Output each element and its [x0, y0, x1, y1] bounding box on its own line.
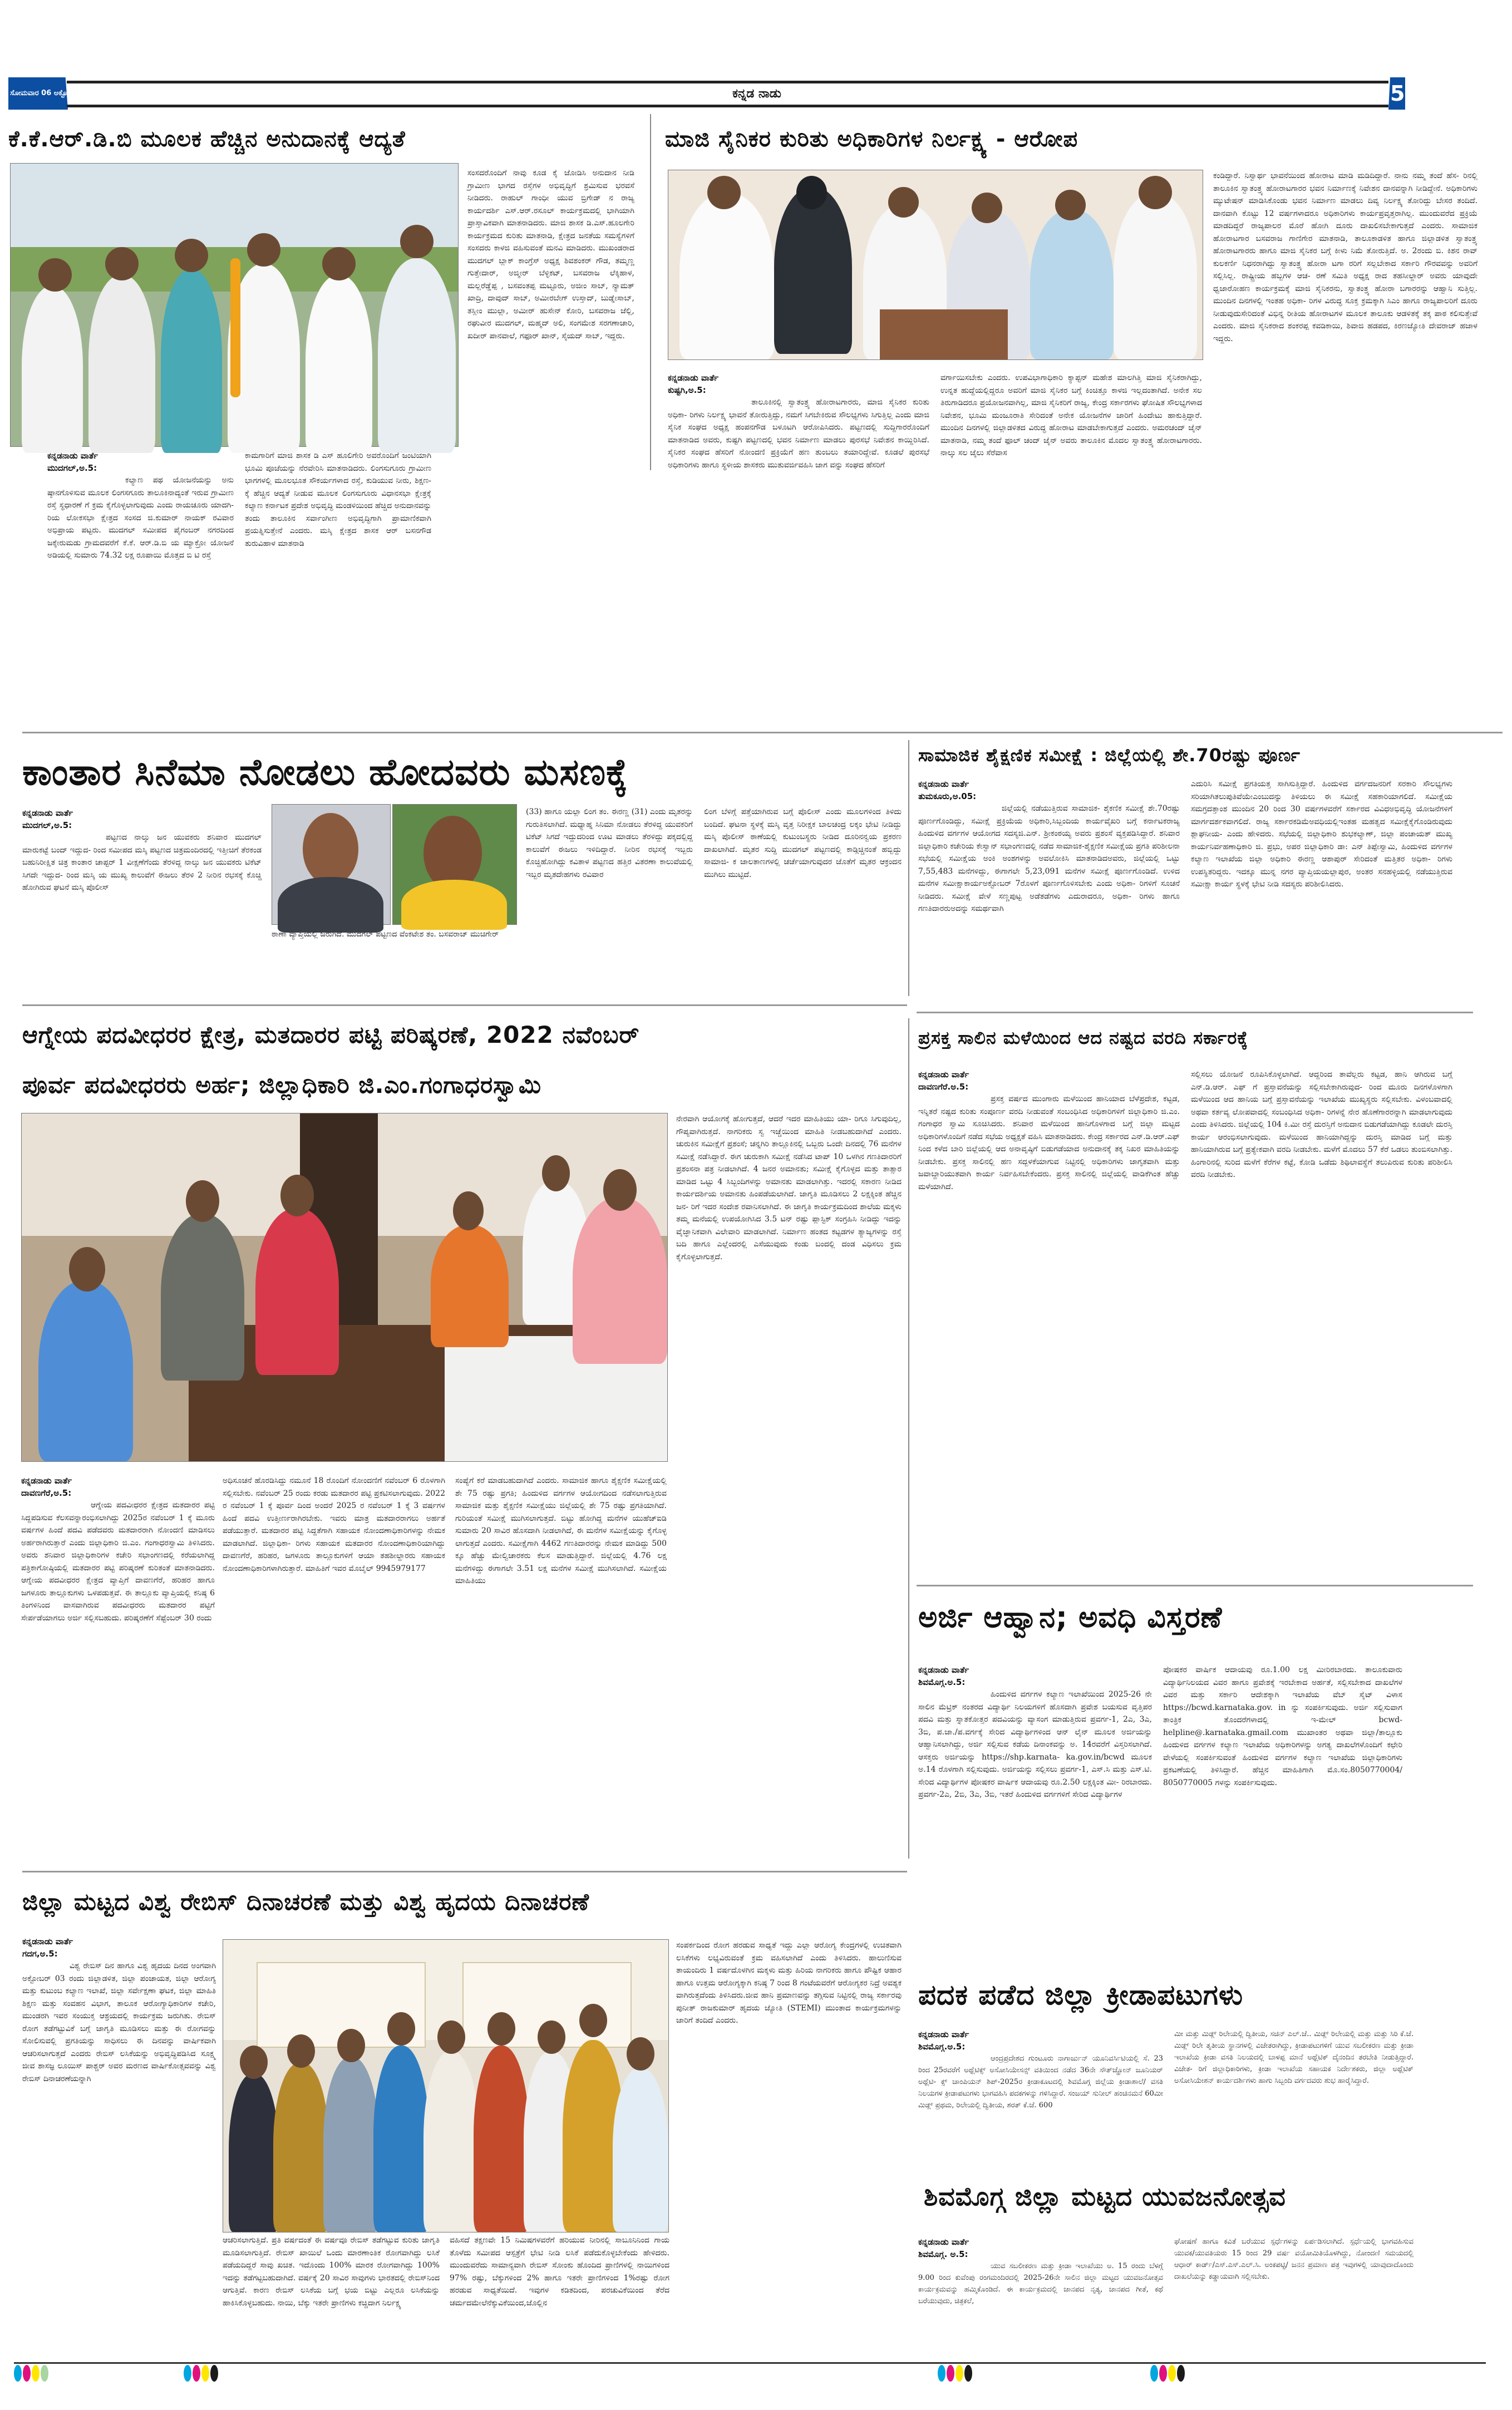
byline-kantara: ಕನ್ನಡನಾಡು ವಾರ್ತೆ [22, 808, 73, 818]
dateline-kantara: ಮುದಗಲ್,ಅ.5: [22, 820, 72, 830]
body-application-col1: ಹಿಂದುಳಿದ ವರ್ಗಗಳ ಕಲ್ಯಾಣ ಇಲಾಖೆಯಿಂದ 2025-26 ನೇ ಸಾಲಿನ ಮೆಟ್ರಿಕ್ ನಂತರದ ವಿದ್ಯಾರ್ಥಿ ನಿಲಯಗಳಿಗೆ ಹೊಸದಾಗಿ ಪ್ರವೇಶ ಬಯಸುವ ವೃತ್ತಿಪರ ಪದವಿ ಮತ್ತು ಸ್ನಾತಕೋತ್ತರ ಪದವಿಯನ್ನು ವ್ಯಾಸಂಗ ಮಾಡುತ್ತಿರುವ ಪ್ರವರ್ಗ-1, 2ಎ, 3ಎ, 3ಬಿ, ಪ.ಜಾ./ಪ.ವರ್ಗಕ್ಕೆ ಸೇರಿದ ವಿದ್ಯಾರ್ಥಿಗಳಿಂದ ಆನ್ ಲೈನ್ ಮೂಲಕ ಅರ್ಜಿಯನ್ನು ಆಹ್ವಾನಿಸಲಾಗಿದ್ದು, ಅರ್ಜಿ ಸಲ್ಲಿಸುವ ಕಡೆಯ ದಿನಾಂಕವನ್ನು ಅ. 14ರವರೆಗೆ ವಿಸ್ತರಿಸಲಾಗಿದೆ. ಆಸಕ್ತರು ಅರ್ಜಿಯನ್ನು https://shp.karnata- ka.gov.in/bcwd ಮೂಲಕ ಅ.14 ರೊಳಗಾಗಿ ಸಲ್ಲಿಸುವುದು. ಅರ್ಜಿಯನ್ನು ಸಲ್ಲಿಸಲು ಪ್ರವರ್ಗ-1, ಎಸ್.ಸಿ ಮತ್ತು ಎಸ್.ಟಿ. ಸೇರಿದ ವಿದ್ಯಾರ್ಥಿಗಳ ಪೋಷಕರ ವಾರ್ಷಿಕ ಆದಾಯವು ರೂ.2.50 ಲಕ್ಷಕ್ಕಿಂತ ಮೀ- ರಿರಬಾರದು. ಪ್ರವರ್ಗ-2ಎ, 2ಬಿ, 3ಎ, 3ಬಿ, ಇತರೆ ಹಿಂದುಳಿದ ವರ್ಗಗಳಿಗೆ ಸೇರಿದ ವಿದ್ಯಾರ್ಥಿಗಳ [918, 1690, 1152, 1799]
headline-youthfest: ಶಿವಮೊಗ್ಗ ಜಿಲ್ಲಾ ಮಟ್ಟದ ಯುವಜನೋತ್ಸವ [924, 2181, 1286, 2211]
byline-soldiers: ಕನ್ನಡನಾಡು ವಾರ್ತೆ [668, 373, 719, 383]
byline-rabies: ಕನ್ನಡನಾಡು ವಾರ್ತೆ [22, 1936, 73, 1946]
photo-kkrdb-ceremony [10, 163, 459, 447]
byline-survey: ಕನ್ನಡನಾಡು ವಾರ್ತೆ [918, 779, 969, 789]
magenta-dot [1159, 2365, 1167, 2382]
magenta-dot [193, 2365, 200, 2382]
body-soldiers-col1: ತಾಲೂಕಿನಲ್ಲಿ ಸ್ವಾತಂತ್ರ್ಯ ಹೋರಾಟಗಾರರು, ಮಾಜಿ ಸೈನಿಕರ ಕುರಿತು ಅಧಿಕಾ- ರಿಗಳು ನಿರ್ಲಕ್ಷ್ಯ ಭಾವನೆ ತೋರುತ್ತಿದ್ದು, ನಮಗೆ ಸಿಗಬೇಕಿರುವ ಸೌಲಭ್ಯಗಳು ಸಿಗುತ್ತಿಲ್ಲ ಎಂದು ಮಾಜಿ ಸೈನಿಕ ಸಂಘದ ಅಧ್ಯಕ್ಷ ಹಂಪನಗೌಡ ಬಳೂಟಗಿ ಆರೋಪಿಸಿದರು. ಪಟ್ಟಣದಲ್ಲಿ ಸುದ್ದಿಗಾರರೊಂದಿಗೆ ಮಾತನಾಡಿದ ಅವರು, ಕುಷ್ಟಗಿ ಪಟ್ಟಣದಲ್ಲಿ ಭವನ ನಿರ್ಮಾಣ ಮಾಡಲು ಪುರಸಭೆ ನಿವೇಶನ ಕಾಯ್ದಿರಿಸಿದೆ. ಸೈನಿಕರ ಸಂಘದ ಹೆಸರಿಗೆ ನೋಂದಣಿ ಪ್ರಕ್ರಿಯೆಗೆ ಹಣ ತುಂಬಲು ತಯಾರಿದ್ದೇವೆ. ಕೂಡಲೆ ಪುರಸಭೆ ಅಧಿಕಾರಿಗಳು ಹಾಗೂ ಸ್ಥಳೀಯ ಶಾಸಕರು ಮುತುವರ್ಜಿವಹಿಸಿ ಜಾಗ ವನ್ನು ಸಂಘದ ಹೆಸರಿಗೆ [668, 398, 929, 470]
body-rabies-col1: ವಿಶ್ವ ರೇಬಿಸ್ ದಿನ ಹಾಗೂ ವಿಶ್ವ ಹೃದಯ ದಿನದ ಅಂಗವಾಗಿ ಅಕ್ಟೋಬರ್ 03 ರಂದು ಜಿಲ್ಲಾಡಳಿತ, ಜಿಲ್ಲಾ ಪಂಚಾಯತ, ಜಿಲ್ಲಾ ಆರೋಗ್ಯ ಮತ್ತು ಕುಟುಂಬ ಕಲ್ಯಾಣ ಇಲಾಖೆ, ಜಿಲ್ಲಾ ಸರ್ವೇಕ್ಷಣಾ ಘಟಕ, ಜಿಲ್ಲಾ ಮಾಹಿತಿ ಶಿಕ್ಷಣ ಮತ್ತು ಸಂವಹನ ವಿಭಾಗ, ತಾಲೂಕ ಆರೋಗ್ಯಾಧಿಕಾರಿಗಳ ಕಚೇರಿ, ಮುಂಡರಗಿ ಇವರ ಸಂಯುಕ್ತ ಆಶ್ರಯದಲ್ಲಿ ಕಾರ್ಯಕ್ರಮ ಜರುಗಿತು. ರೇಬಿಸ್ ರೋಗ ತಡೆಗಟ್ಟುವಿಕೆ ಬಗ್ಗೆ ಜಾಗೃತಿ ಮೂಡಿಸಲು ಮತ್ತು ಈ ರೋಗವನ್ನು ಸೋಲಿಸುವಲ್ಲಿ ಪ್ರಗತಿಯನ್ನು ಸಾಧಿಸಲು ಈ ದಿನವನ್ನು ವಾರ್ಷಿಕವಾಗಿ ಆಚರಿಸಲಾಗುತ್ತದೆ ಎಂದರು ರೇಬಿಸ್ ಲಸಿಕೆಯನ್ನು ಅಭಿವೃದ್ಧಿಪಡಿಸಿದ ಸೂಕ್ಷ್ಮ ಜೀವ ಶಾಸಜ್ಞ ಲೂಯಿಸ್ ಪಾಶ್ಚರ್ ಅವರ ಮರಣದ ವಾರ್ಷಿಕೋತ್ಸವವನ್ನು ವಿಶ್ವ ರೇಬಿಸ್ ದಿನಾಚರಣೆಯನ್ನಾಗಿ [22, 1961, 216, 2083]
body-soldiers-col3: ಕಂಡಿದ್ದಾರೆ. ನಿಸ್ವಾರ್ಥ ಭಾವನೆಯಿಂದ ಹೋರಾಟ ಮಾಡಿ ಮಡಿದಿದ್ದಾರೆ. ನಾನು ನಮ್ಮ ತಂದೆ ಹೆಸ- ರಿನಲ್ಲಿ ತಾಲೂಕಿನ ಸ್ವಾತಂತ್ರ್ಯ ಹೋರಾಟಗಾರರ ಭವನ ನಿರ್ಮಾಣಕ್ಕೆ ನಿವೇಶನ ದಾನವನ್ನಾಗಿ ನೀಡಿದ್ದೇನೆ. ಅಧಿಕಾರಿಗಳು ಮ್ಯುಟೇಷನ್ ಮಾಡಿಸಿಕೊಂಡು ಭವನ ನಿರ್ಮಾಣ ಮಾಡಲು ದಿವ್ಯ ನಿರ್ಲಕ್ಷ್ಯ ತೋರಿದ್ದು ಬೇಸರ ತಂದಿದೆ. ದಾನವಾಗಿ ಕೊಟ್ಟು 12 ವರ್ಷಗಳಾದರೂ ಅಧಿಕಾರಿಗಳು ಕಾರ್ಯಪ್ರವೃತ್ತರಾಗಿಲ್ಲ. ಮುಂದುವರೆದ ಪ್ರಕ್ರಿಯೆ ಮಾಡದಿದ್ದರೆ ರಾಜ್ಯಪಾಲರ ಮೊರೆ ಹೋಗಿ ದೂರು ದಾಖಲಿಸಬೇಕಾಗುತ್ತದೆ ಎಂದರು. ಸಾಮಾಜಿಕ ಹೋರಾಟಗಾರ ಬಸವರಾಜ ಗಾಣಿಗೇರ ಮಾತನಾಡಿ, ತಾಲೂಕಾಡಳಿತ ಹಾಗೂ ಜಿಲ್ಲಾಡಳಿತ ಸ್ವಾತಂತ್ರ್ಯ ಹೋರಾಟಗಾರರು ಹಾಗೂ ಮಾಜಿ ಸೈನಿಕರ ಬಗ್ಗೆ ಕೀಳು ನಿಮೆ ತೋರುತ್ತಿದೆ. ಅ. 2ರಂದು ಬಿ. ಕಿಶನ ರಾವ್ ಕುಲಕರ್ಣಿ ನಿಧನರಾಗಿದ್ದು ಸ್ವಾತಂತ್ರ್ಯ ಹೋರಾ ಟಗಾ ರರಿಗೆ ಸಲ್ಲಬೇಕಾದ ಸರ್ಕಾರಿ ಗೌರವವನ್ನು ಅವರಿಗೆ ಸಲ್ಲಿಸಿಲ್ಲ. ರಾಷ್ಟ್ರೀಯ ಹಬ್ಬಗಳ ಆಚ- ರಣೆ ಸಮಿತಿ ಅಧ್ಯಕ್ಷ ರಾದ ತಹಸೀಲ್ದಾರ್ ಅವರು ಯಾವುದೇ ಧ್ವಜಾರೋಹಣ ಕಾರ್ಯಕ್ರಮಕ್ಕೆ ಮಾಜಿ ಸೈನಿಕರನು, ಸ್ವಾತಂತ್ರ್ಯ ಹೋರಾ ಬಗಾರರನ್ನು ಆಹ್ವಾನಿ ಸುತ್ತಿಲ್ಲ. ಮುಂದಿನ ದಿನಗಳಲ್ಲಿ ಇಂತಹ ಅಧಿಕಾ- ರಿಗಳ ವಿರುದ್ಧ ಸೂಕ್ತ ಕ್ರಮಕ್ಕಾಗಿ ಸಿಎಂ ಹಾಗೂ ರಾಜ್ಯಪಾಲರಿಗೆ ದೂರು ನೀಡುವುದುಸೇರಿದಂತೆ ವಿಭಿನ್ನ ರೀತಿಯ ಹೋರಾಟಗಳ ಮೂಲಕ ತಾಲೂಕು ಆಡಳಿತಕ್ಕೆ ತಕ್ಕ ಪಾಠ ಕಲಿಸುತ್ತೇವೆ ಎಂದರು. ಮಾಜಿ ಸೈನಿಕರಾದ ಶಂಕರಪ್ಪ ಕವಡಿಕಾಯಿ, ಶಿವಾಜಿ ಹಡಪದ, ಕಿರಣಜ್ಯೋತಿ ದೇವರಾಜ್ ಹಜಾಳ ಇದ್ದರು. [1213, 171, 1477, 343]
yellow-dot [956, 2365, 963, 2382]
headline-medals: ಪದಕ ಪಡೆದ ಜಿಲ್ಲಾ ಕ್ರೀಡಾಪಟುಗಳು [918, 1979, 1243, 2011]
body-kkrdb-col3: ಸಂಸದರೊಂದಿಗೆ ನಾವು ಕೂಡ ಕೈ ಜೋಡಿಸಿ ಅನುದಾನ ನೀಡಿ ಗ್ರಾಮೀಣ ಭಾಗದ ರಸ್ತೆಗಳ ಅಭಿವೃದ್ಧಿಗೆ ಶ್ರಮಿಸುವ ಭರವಸೆ ನೀಡಿದರು. ರಾಹುಲ್ ಗಾಂಧೀ ಯುವ ಬ್ರಿಗೇಡ್ ನ ರಾಜ್ಯ ಕಾರ್ಯದರ್ಶಿ ಎಸ್.ಆರ್.ರಸೂಲ್ ಕಾರ್ಯಕ್ರಮದಲ್ಲಿ ಭಾಗಿಯಾಗಿ ಪ್ರಾಸ್ತಾವಿಕವಾಗಿ ಮಾತನಾಡಿದರು. ಮಾಜಿ ಶಾಸಕ ಡಿ.ಎಸ್.ಹೂಲಗೇರಿ ಕಾರ್ಯಕ್ರಮದ ಕುರಿತು ಮಾತನಾಡಿ, ಕ್ಷೇತ್ರದ ಜನತೆಯ ಸಮಸ್ಯೆಗಳಿಗೆ ಸಂಸದರು ಕಾಳಜಿ ವಹಿಸುವಂತೆ ಮನವಿ ಮಾಡಿದರು. ಮುಖಂಡರಾದ ಮುದಗಲ್ ಬ್ಲಾಕ್ ಕಾಂಗ್ರೆಸ್ ಅಧ್ಯಕ್ಷ ಶಿವಶಂಕರ್ ಗೌಡ, ತಮ್ಮಣ್ಣ ಗುತ್ತೇದಾರ್, ಅಜ್ಮೀರ್ ಬೆಳ್ಳಿಕಟ್, ಬಸವರಾಜ ಲೆಕ್ಕಿಹಾಳ, ಮಲ್ಲರೆಡ್ಡೆಪ್ಪ , ಬಸವಂತಪ್ಪ ಮಟ್ಟೂರು, ಅಜೀಂ ಸಾಬ್, ನ್ಯಾಮತ್ ಖಾದ್ರಿ, ದಾವುದ್ ಸಾಬ್, ಅಮೀರಬೇಗ್ ಉಸ್ತಾದ್, ಬುಡ್ನೇಸಾಬ್, ತಸ್ಲೀಂ ಮುಲ್ಲಾ, ಅಮೀರ್ ಹುಸೇನ್ ಕೋರಿ, ಬಸವರಾಜ ಜೆಲ್ಲಿ, ರಘುವೀರ ಮುದಗಲ್, ಮಹ್ಮದ್ ಅಲಿ, ಸಂಗಮೇಶ ಸರಗಣಾಚಾರಿ, ಖದೀರ್ ಪಾನವಾಲೆ, ಗಫೂರ್ ಖಾನ್, ಸೈಯದ್ ಸಾಬ್, ಇದ್ದರು. [467, 169, 634, 341]
cyan-dot [938, 2365, 945, 2382]
green-dot [41, 2365, 48, 2382]
body-graduates-col2: ಅಧಿಸೂಚನೆ ಹೊರಡಿಸಿದ್ದು ನಮೂನೆ 18 ರೊಂದಿಗೆ ನೋಂದಣಿಗೆ ನವೆಂಬರ್ 6 ರೊಳಗಾಗಿ ಸಲ್ಲಿಸಬೇಕು. ನವೆಂಬರ್ 25 ರಂದು ಕರಡು ಮತದಾರರ ಪಟ್ಟಿ ಪ್ರಕಟಿಸಲಾಗುವುದು. 2022 ರ ನವೆಂಬರ್ 1 ಕ್ಕೆ ಪೂರ್ವ ದಿಂದ ಅಂದರೆ 2025 ರ ನವೆಂಬರ್ 1 ಕ್ಕೆ 3 ವರ್ಷಗಳ ಹಿಂದೆ ಪದವಿ ಉತ್ತೀರ್ಣರಾಗಿರಬೇಕು. ಇವರು ಮಾತ್ರ ಮತದಾರರಾಗಲು ಅರ್ಹತೆ ಪಡೆಯುತ್ತಾರೆ. ಮತದಾರರ ಪಟ್ಟಿ ಸಿದ್ದತೆಗಾಗಿ ಸಹಾಯಕ ನೋಂದಣಾಧಿಕಾರಿಗಳನ್ನು ನೇಮಕ ಮಾಡಲಾಗಿದೆ. ಜಿಲ್ಲಾಧಿಕಾ- ರಿಗಳು ಸಹಾಯಕ ಮತದಾರರ ನೋಂದಣಾಧಿಕಾರಿಯಾಗಿದ್ದು ದಾವಣಗೆರೆ, ಹರಿಹರ, ಜಗಳೂರು ತಾಲ್ಲೂಕುಗಳಿಗೆ ಆಯಾ ತಹಶೀಲ್ದಾರರು ಸಹಾಯಕ ನೋಂದಣಾಧಿಕಾರಿಗಳಾಗಿರುತ್ತಾರೆ. ಮಾಹಿತಿಗೆ ಇವರ ಮೊಬೈಲ್ 9945979177 [223, 1476, 445, 1573]
headline-rain: ಪ್ರಸಕ್ತ ಸಾಲಿನ ಮಳೆಯಿಂದ ಆದ ನಷ್ಟದ ವರದಿ ಸರ್ಕಾರಕ್ಕೆ [918, 1027, 1249, 1048]
body-kantara-col2: ಠಾಣಾ ವ್ಯಾಪ್ತಿಯಲ್ಲಿ ಜರುಗಿದೆ. ಮುದಗಲ್ ಪಟ್ಟಣದ ವೆಂಕಟೇಶ ತಂ. ಬಸವರಾಜ್ ಮುಚಿಗೇರ್ [272, 930, 499, 939]
black-dot [1177, 2365, 1185, 2382]
dateline-rain: ದಾವಣಗೆರೆ.ಅ.5: [918, 1082, 969, 1092]
byline-application: ಕನ್ನಡನಾಡು ವಾರ್ತೆ [918, 1665, 969, 1675]
body-application-col2: ಪೋಷಕರ ವಾರ್ಷಿಕ ಆದಾಯವು ರೂ.1.00 ಲಕ್ಷ ಮೀರಿರಬಾರದು. ತಾಲೂಕುವಾರು ವಿದ್ಯಾರ್ಥಿನಿಲಯದ ವಿವರ ಹಾಗೂ ಪ್ರವೇಶಕ್ಕೆ ಇರಬೇಕಾದ ಅರ್ಹತೆ, ಸಲ್ಲಿಸಬೇಕಾದ ದಾಖಲೆಗಳ ವಿವರ ಮತ್ತು ಸರ್ಕಾರಿ ಆದೇಶಕ್ಕಾಗಿ ಇಲಾಖೆಯ ವೆಬ್ ಸೈಟ್ ವಿಳಾಸ https://bcwd.karnataka.gov. in ನ್ನು ಸಂಪರ್ಕಿಸುವುದು. ಅರ್ಜಿ ಸಲ್ಲಿಸುವಾಗ ತಾಂತ್ರಿಕ ತೊಂದರೆಗಳಾದಲ್ಲಿ ಇ-ಮೇಲ್ bcwd- helpline@.karnataka.gmail.com ಮುಖಾಂತರ ಅಥವಾ ಜಿಲ್ಲಾ/ತಾಲ್ಲೂಕು ಹಿಂದುಳಿದ ವರ್ಗಗಳ ಕಲ್ಯಾಣ ಇಲಾಖೆಯ ಅಧಿಕಾರಿಗಳನ್ನು ಅಗತ್ಯ ದಾಖಲೆಗಳೊಂದಿಗೆ ಕಛೇರಿ ವೇಳೆಯಲ್ಲಿ ಸಂಪರ್ಕಿಸುವಂತೆ ಹಿಂದುಳಿದ ವರ್ಗಗಳ ಕಲ್ಯಾಣ ಇಲಾಖೆಯ ಜಿಲ್ಲಾಧಿಕಾರಿಗಳು ಪ್ರಕಟಣೆಯಲ್ಲಿ ತಿಳಿಸಿದ್ದಾರೆ. ಹೆಚ್ಚಿನ ಮಾಹಿತಿಗಾಗಿ ಮೊ.ಸಂ.8050770004/ 8050770005 ಗಳನ್ನು ಸಂಪರ್ಕಿಸುವುದು. [1163, 1665, 1402, 1787]
body-graduates-col4: ನೇರವಾಗಿ ಆಯೋಗಕ್ಕೆ ಹೋಗುತ್ತದೆ, ಆದರೆ ಇದರ ಮಾಹಿತಿಯು ಯಾ- ರಿಗೂ ಸಿಗುವುದಿಲ್ಲ, ಗೌಪ್ಯವಾಗಿರುತ್ತದೆ. ನಾಗರಿಕರು ಸ್ವ ಇಚ್ಚೆಯಿಂದ ಮಾಹಿತಿ ನೀಡಬಹುದಾಗಿದೆ ಎಂದರು. ಚುರುಕಿನ ಸಮೀಕ್ಷೆಗೆ ಪ್ರಶಂಸೆ; ಚನ್ನಗಿರಿ ತಾಲ್ಲೂಕಿನಲ್ಲಿ ಒಬ್ಬರು ಒಂದೇ ದಿನದಲ್ಲಿ 76 ಮನೆಗಳ ಸಮೀಕ್ಷೆ ನಡೆಸಿದ್ದಾರೆ. ಈಗ ಚುರುಕಾಗಿ ಸಮೀಕ್ಷೆ ನಡೆಸಿದ ಟಾಪ್ 10 ಒಳಗಿನ ಗಣತಿದಾರರಿಗೆ ಪ್ರಶಂಸನಾ ಪತ್ರ ನೀಡಲಾಗಿದೆ. 4 ಜನರ ಅಮಾನತು; ಸಮೀಕ್ಷೆ ಕೈಗೊಳ್ಳದ ಮತ್ತು ತಾತ್ಸಾರ ಮಾಡಿದ ಒಟ್ಟು 4 ಸಿಬ್ಬಂದಿಗಳನ್ನು ಅಮಾನತು ಮಾಡಲಾಗಿತ್ತು. ಇದರಲ್ಲಿ ಸಕಾರಣ ನೀಡಿದ ಕಾರ್ಯದರ್ಶಿಯ ಅಮಾನತು ಹಿಂಪಡೆಯಲಾಗಿದೆ. ಜಾಗೃತಿ ಮೂಡಿಸಲು 2 ಲಕ್ಷಕ್ಕಿಂತ ಹೆಚ್ಚಿನ ಜನ- ರಿಗೆ ಇದರ ಸಂದೇಶ ರವಾನಿಸಲಾಗಿದೆ. ಈ ಜಾಗೃತಿ ಕಾರ್ಯಕ್ರಮದಿಂದ ಶಾಲೆಯ ಮಕ್ಕಳು ತಮ್ಮ ಮನೆಯಲ್ಲಿ ಉಪಯೋಗಿಸಿದ 3.5 ಟನ್ ರಷ್ಟು ಪ್ಲಾಸ್ಟಿಕ್ ಸಂಗ್ರಹಿಸಿ ನೀಡಿದ್ದು ಇದನ್ನು ವೈಜ್ಞಾನಿಕವಾಗಿ ವಿಲೇವಾರಿ ಮಾಡಲಾಗಿದೆ. ನಿರ್ಮಾಣ ಹಂತದ ಕಟ್ಟಡಗಳ ತ್ಯಾಜ್ಯಗಳನ್ನು ರಸ್ತೆ ಬದಿ ಹಾಗೂ ಎಲ್ಲೆಂದರಲ್ಲಿ ಎಸೆಯುವುದು ಕಂಡು ಬಂದಲ್ಲಿ ದಂಡ ವಿಧಿಸಲು ಕ್ರಮ ಕೈಗೊಳ್ಳಲಾಗುತ್ತದೆ. [676, 1115, 902, 1261]
body-rabies-col4: ಸಂಪರ್ಕದಿಂದ ರೋಗ ಹರಡುವ ಸಾಧ್ಯತೆ ಇದ್ದು ಎಲ್ಲಾ ಆರೋಗ್ಯ ಕೇಂದ್ರಗಳಲ್ಲಿ ಉಚಿತವಾಗಿ ಲಸಿಕೆಗಳು ಲಭ್ಯವಿರುವಂತೆ ಕ್ರಮ ವಹಿಸಲಾಗಿದೆ ಎಂದು ತಿಳಿಸಿದರು. ಹಾಲುಣಿಸುವ ತಾಯಂದಿರು 1 ವರ್ಷದೊಳಗಿನ ಮಕ್ಕಳು ಮತ್ತು ಹಿರಿಯ ನಾಗರಿಕರು ಹಾಗೂ ಪೌಷ್ಟಿಕ ಆಹಾರ ಹಾಗೂ ಉತ್ತಮ ಆರೋಗ್ಯಕ್ಕಾಗಿ ಕನಿಷ್ಠ 7 ರಿಂದ 8 ಗಂಟೆಯವರೆಗೆ ಆರೋಗ್ಯಕರ ನಿದ್ರೆ ಅವಶ್ಯಕ ವಾಗಿರುತ್ತದೆಂದು ತಿಳಿಸಿದರು.ಜೀವ ಹಾನಿ ಪ್ರಮಾಣವನ್ನು ತಗ್ಗಿಸುವ ನಿಟ್ಟಿನಲ್ಲಿ ರಾಜ್ಯ ಸರ್ಕಾರವು ಪುನೀತ್ ರಾಜಕುಮಾರ್ ಹೃದಯ ಜ್ಯೋತಿ (STEMI) ಮುಂತಾದ ಕಾರ್ಯಕ್ರಮಗಳನ್ನು ಜಾರಿಗೆ ತಂದಿದೆ ಎಂದರು. [676, 1941, 902, 2025]
black-dot [964, 2365, 972, 2382]
body-graduates-col1: ಆಗ್ನೇಯ ಪದವೀಧರರ ಕ್ಷೇತ್ರದ ಮತದಾರರ ಪಟ್ಟಿ ಸಿದ್ದಪಡಿಸುವ ಕೆಲಸವನ್ನಾರಂಭಿಸಲಾಗಿದ್ದು 2025ರ ನವೆಂಬರ್ 1 ಕ್ಕೆ ಮೂರು ವರ್ಷಗಳ ಹಿಂದೆ ಪದವಿ ಪಡೆದವರು ಮತದಾರರಾಗಿ ನೋಂದಣಿ ಮಾಡಿಸಲು ಅರ್ಹರಾಗಿರುತ್ತಾರೆ ಎಂದು ಜಿಲ್ಲಾಧಿಕಾರಿ ಜಿ.ಎಂ. ಗಂಗಾಧರಸ್ವಾಮಿ ತಿಳಿಸಿದರು. ಅವರು ಶನಿವಾರ ಜಿಲ್ಲಾಧಿಕಾರಿಗಳ ಕಚೇರಿ ಸಭಾಂಗಣದಲ್ಲಿ ಕರೆಯಲಾಗಿದ್ದ ಪತ್ರಿಕಾಗೋಷ್ಠಿಯಲ್ಲಿ ಮತದಾರರ ಪಟ್ಟಿ ಪರಿಷ್ಕರಣೆ ಕುರಿತಂತೆ ಮಾತನಾಡಿದರು. ಆಗ್ನೇಯ ಪದವೀಧರರ ಕ್ಷೇತ್ರದ ವ್ಯಾಪ್ತಿಗೆ ದಾವಣಗೆರೆ, ಹರಿಹರ ಹಾಗೂ ಜಗಳೂರು ತಾಲ್ಲೂಕುಗಳು ಒಳಪಡುತ್ತವೆ. ಈ ತಾಲ್ಲೂಕು ವ್ಯಾಪ್ತಿಯಲ್ಲಿ ಕನಿಷ್ಠ 6 ತಿಂಗಳಿನಿಂದ ವಾಸವಾಗಿರುವ ಪದವೀಧರರು ಮತದಾರರ ಪಟ್ಟಿಗೆ ಸೇರ್ಪಡೆಯಾಗಲು ಅರ್ಜಿ ಸಲ್ಲಿಸಬಹುದು. ಪರಿಷ್ಕರಣೆಗೆ ಸೆಪ್ಟೆಂಬರ್ 30 ರಂದು [21, 1501, 215, 1623]
byline-kkrdb: ಕನ್ನಡನಾಡು ವಾರ್ತೆ [47, 451, 98, 461]
dateline-soldiers: ಕುಷ್ಟಗಿ,ಅ.5: [668, 385, 706, 395]
headline-graduates-line1: ಆಗ್ನೇಯ ಪದವೀಧರರ ಕ್ಷೇತ್ರ, ಮತದಾರರ ಪಟ್ಟಿ ಪರಿಷ್ಕರಣೆ, 2022 ನವೆಂಬರ್ [22, 1021, 640, 1048]
dateline-application: ಶಿವಮೊಗ್ಗ.ಅ.5: [918, 1677, 966, 1687]
cyan-dot [14, 2365, 22, 2382]
body-rain-col1: ಪ್ರಸಕ್ತ ವರ್ಷದ ಮುಂಗಾರು ಮಳೆಯಿಂದ ಹಾನಿಯಾದ ಬೆಳೆಪ್ರದೇಶ, ಕಟ್ಟಡ, ಇನ್ನಿತರೆ ನಷ್ಟದ ಕುರಿತು ಸಂಪೂರ್ಣ ವರದಿ ನೀಡುವಂತೆ ಸಂಬಂಧಿಸಿದ ಅಧಿಕಾರಿಗಳಿಗೆ ಜಿಲ್ಲಾಧಿಕಾರಿ ಜಿ.ಎಂ. ಗಂಗಾಧರ ಸ್ವಾಮಿ ಸೂಚಿಸಿದರು. ಶನಿವಾರ ಮಳೆಯಿಂದ ಹಾನಿಗೊಳಗಾದ ಬಗ್ಗೆ ಜಿಲ್ಲಾ ಮಟ್ಟದ ಅಧಿಕಾರಿಗಳೊಂದಿಗೆ ನಡೆದ ಸಭೆಯ ಅಧ್ಯಕ್ಷತೆ ವಹಿಸಿ ಮಾತನಾಡಿದರು. ಕೇಂದ್ರ ಸರ್ಕಾರದ ಎನ್.ಡಿ.ಆರ್.ಎಫ್ ನಿಂದ ಕಳೆದ ಬಾರಿ ಜಿಲ್ಲೆಯಲ್ಲಿ ಆದ ಅನಾವೃಷ್ಠಿಗೆ ಬಿಡುಗಡೆಯಾದ ಅನುದಾನಕ್ಕೆ ತಕ್ಕ ನಿಖರ ಮಾಹಿತಿಯನ್ನು ನೀಡಬೇಕು. ಪ್ರಸಕ್ತ ಸಾಲಿನಲ್ಲಿ ಹಣ ಸದ್ಬಳಕೆಯಾಗುವ ನಿಟ್ಟಿನಲ್ಲಿ ಅಧಿಕಾರಿಗಳು ಜಾಗೃತವಾಗಿ ಮತ್ತು ಜವಾಬ್ದಾರಿಯುತವಾಗಿ ಕಾರ್ಯ ನಿರ್ವಹಿಸಬೇಕೆಂದರು. ಪ್ರಸಕ್ತ ಸಾಲಿನಲ್ಲಿ ಜಿಲ್ಲೆಯಲ್ಲಿ ವಾಡಿಕೆಗಿಂತ ಹೆಚ್ಚು ಮಳೆಯಾಗಿದೆ. [918, 1095, 1180, 1191]
body-rain-col2: ಸಲ್ಲಿಸಲು ಯೋಜನೆ ರೂಪಿಸಿಕೊಳ್ಳಲಾಗಿದೆ. ಆದ್ದರಿಂದ ತಾವೆಲ್ಲರು ಕಟ್ಟಡ, ಹಾನಿ ಆಗಿರುವ ಬಗ್ಗೆ ಎನ್.ಡಿ.ಆರ್. ಎಫ್ ಗೆ ಪ್ರಸ್ತಾವನೆಯನ್ನು ಸಲ್ಲಿಸಬೇಕಾಗಿರುವುದ- ರಿಂದ ಮೂರು ದಿನಗಳೊಳಗಾಗಿ ಮಳೆಯಿಂದ ಆದ ಹಾನಿಯ ಬಗ್ಗೆ ಪ್ರಸ್ತಾವನೆಯನ್ನು ಇಲಾಖೆಯ ಮುಖ್ಯಸ್ಥರು ಸಲ್ಲಿಸಬೇಕು. ವಿಳಂಬವಾದಲ್ಲಿ ಅಥವಾ ಕರ್ತವ್ಯ ಲೋಪವಾದಲ್ಲಿ ಸಂಬಂಧಿಸಿದ ಅಧಿಕಾ- ರಿಗಳನ್ನೆ ನೇರ ಹೊಣೆಗಾರರನ್ನಾಗಿ ಮಾಡಲಾಗುವುದು ಎಂದು ತಿಳಿಸಿದರು. ಜಿಲ್ಲೆಯಲ್ಲಿ 104 ಕಿ.ಮೀ ರಸ್ತೆ ದುರಸ್ತಿಗೆ ಅನುದಾನ ಬಿಡುಗಡೆಯಾಗಿದ್ದು ಕೂಡಲೇ ದುರಸ್ತಿ ಕಾರ್ಯ ಆರಂಭಿಸಲಾಗುವುದು. ಮಳೆಯಿಂದ ಹಾನಿಯಾಗಿದ್ದನ್ನು ದುರಸ್ತಿ ಮಾಡಿದ ಬಗ್ಗೆ ಮತ್ತು ಹಾನಿಯಾಗಿರುವ ಬಗ್ಗೆ ಪ್ರತ್ಯೇಕವಾಗಿ ವರದಿ ನೀಡಬೇಕು. ಮಳೆಗೆ ಮೊದಲು 57 ಕೆರೆ ಒಡಲು ತುಂಬಿಸಲಾಗಿತ್ತು. ಹಿಂಗಾರಿನಲ್ಲಿ ಸುರಿದ ಮಳೆಗೆ ಕೆರೆಗಳ ಕಟ್ಟೆ, ಕೋಡಿ ಒಡೆದು ಶಿಥಿಲಾವಸ್ಥೆಗೆ ತಲುಪಿರುವ ಕುರಿತು ಪರಿಶೀಲಿಸಿ ವರದಿ ನೀಡಬೇಕು. [1191, 1070, 1452, 1179]
headline-graduates-line2: ಪೂರ್ವ ಪದವೀಧರರು ಅರ್ಹ; ಜಿಲ್ಲಾಧಿಕಾರಿ ಜಿ.ಎಂ.ಗಂಗಾಧರಸ್ವಾಮಿ [22, 1071, 541, 1098]
section-divider [22, 1004, 907, 1006]
headline-rabies: ಜಿಲ್ಲಾ ಮಟ್ಟದ ವಿಶ್ವ ರೇಬಿಸ್ ದಿನಾಚರಣೆ ಮತ್ತು ವಿಶ್ವ ಹೃದಯ ದಿನಾಚರಣೆ [22, 1888, 589, 1915]
column-divider [908, 1018, 909, 1859]
dateline-youthfest: ಶಿವಮೊಗ್ಗ. ಅ.5: [918, 2249, 968, 2259]
dateline-survey: ತುಮಕೂರು,ಅ.05: [918, 791, 977, 801]
body-medals-col2: ಮೀ ಮತ್ತು ಮಿಡ್ಲ್ ರಿಲೇಯಲ್ಲಿ ದ್ವಿತೀಯ, ಸಚಿನ್ ಎಲ್.ಜೆ.. ಮಿಡ್ಲ್ ರಿಲೇಯಲ್ಲಿ ಮತ್ತು ಮತ್ತು ಸಿರಿ ಕೆ.ಜೆ. ಮಿಡ್ಲ್ ರಿಲೇ ತೃತೀಯ ಸ್ಥಾನಗಳಲ್ಲಿ ವಿಜೇತರಾಗಿದ್ದು, ಕ್ರೀಡಾಪಟುಗಳಿಗೆ ಯುವ ಸಬಲೀಕರಣ ಮತ್ತು ಕ್ರೀಡಾ ಇಲಾಖೆಯ ಕ್ರೀಡಾ ವಸತಿ ನಿಲಯದಲ್ಲಿ ಬಾಳಪ್ಪ ಮಾನೆ ಅಥ್ಲೆಟಿಕ್ ದೈನಂದಿನ ತರಬೇತಿ ನೀಡುತ್ತಿದ್ದಾರೆ. ವಿಜೇತ- ರಿಗೆ ಜಿಲ್ಲಾಧಿಕಾರಿಗಳು, ಕ್ರೀಡಾ ಇಲಾಖೆಯ ಸಹಾಯಕ ನಿರ್ದೇಶಕರು, ಜಿಲ್ಲಾ ಅಥ್ಲೆಟಿಕ್ ಅಸೋಸಿಯೇಶನ್ ಕಾರ್ಯದರ್ಶಿಗಳು ಹಾಗು ಸಿಬ್ಬಂದಿ ವರ್ಗದವರು ಶುಭ ಹಾರೈಸಿದ್ದಾರೆ. [1174, 2030, 1414, 2085]
headline-soldiers: ಮಾಜಿ ಸೈನಿಕರ ಕುರಿತು ಅಧಿಕಾರಿಗಳ ನಿರ್ಲಕ್ಷ್ಯ - ಆರೋಪ [665, 126, 1078, 152]
photo-victim-2 [392, 804, 517, 925]
byline-youthfest: ಕನ್ನಡನಾಡು ವಾರ್ತೆ [918, 2237, 969, 2247]
magenta-dot [23, 2365, 31, 2382]
body-rabies-col2: ಆಚರಿಸಲಾಗುತ್ತಿದೆ. ಪ್ರತಿ ವರ್ಷದಂತೆ ಈ ವರ್ಷವೂ ರೇಬಿಸ್ ತಡೆಗಟ್ಟುವ ಕುರಿತು ಜಾಗೃತಿ ಮೂಡಿಸಲಾಗುತ್ತಿದೆ. ರೇಬಿಸ್ ಖಾಯಿಲೆ ಒಂದು ಮಾರಣಾಂತಿಕ ರೋಗವಾಗಿದ್ದು ಲಸಿಕೆ ಪಡೆಯದಿದ್ದರೆ ಸಾವು ಖಚಿತ. ಇದೊಂದು 100% ಮಾರಕ ರೋಗವಾಗಿದ್ದು 100% ಇದನ್ನು ತಡೆಗಟ್ಟಬಹುದಾಗಿದೆ. ವರ್ಷಕ್ಕೆ 20 ಸಾವಿರ ಸಾವುಗಳು ಭಾರತದಲ್ಲಿ ರೇಬಿಸ್‌ನಿಂದ ಆಗುತ್ತಿವೆ. ಕಾರಣ ರೇಬಿಸ್ ಲಸಿಕೆಯ ಬಗ್ಗೆ ಭಯ ಬಿಟ್ಟು ಎಲ್ಲರೂ ಲಸಿಕೆಯನ್ನು ಹಾಕಿಸಿಕೊಳ್ಳಬಹುದು. ನಾಯಿ, ಬೆಕ್ಕು ಇತರೇ ಪ್ರಾಣಿಗಳು ಕಚ್ಚಿದಾಗ ನಿರ್ಲಕ್ಷ್ಯ [223, 2236, 440, 2308]
section-divider [917, 1585, 1473, 1586]
dateline-medals: ಶಿವಮೊಗ್ಗ.ಅ.5: [918, 2042, 966, 2052]
section-divider [917, 1012, 1473, 1013]
black-dot [210, 2365, 218, 2382]
body-youthfest-col1: ಯುವ ಸಬಲೀಕರಣ ಮತ್ತು ಕ್ರೀಡಾ ಇಲಾಖೆಯು ಅ. 15 ರಂದು ಬೆಳಗ್ಗೆ 9.00 ರಿಂದ ಕುವೆಂಪು ರಂಗಮಂದಿರದಲ್ಲಿ 2025-26ನೇ ಸಾಲಿನ ಜಿಲ್ಲಾ ಮಟ್ಟದ ಯುವಜನೋತ್ಸವ ಕಾರ್ಯಕ್ರಮವನ್ನು ಹಮ್ಮಿಕೊಂಡಿದೆ. ಈ ಕಾರ್ಯಕ್ರಮದಲ್ಲಿ ಜಾನಪದ ನೃತ್ಯ, ಜಾನಪದ ಗೀತೆ, ಕಥೆ ಬರೆಯುವುದು, ಚಿತ್ರಕಲೆ, [918, 2262, 1163, 2305]
yellow-dot [1168, 2365, 1176, 2382]
cyan-dot [184, 2365, 191, 2382]
photo-rabies-inauguration [223, 1939, 669, 2232]
page-number: 5 [1390, 81, 1405, 106]
footer-rule [14, 2362, 1486, 2364]
dateline-rabies: ಗದಗ,ಅ.5: [22, 1949, 58, 1959]
headline-survey: ಸಾಮಾಜಿಕ ಶೈಕ್ಷಣಿಕ ಸಮೀಕ್ಷೆ : ಜಿಲ್ಲೆಯಲ್ಲಿ ಶೇ.70ರಷ್ಟು ಪೂರ್ಣ [918, 745, 1301, 766]
masthead-rule-bottom [67, 105, 1388, 107]
body-youthfest-col2: ಘೋಷಣೆ ಹಾಗೂ ಕವಿತೆ ಬರೆಯುವ ಸ್ಪರ್ಧೆಗಳನ್ನು ಏರ್ಪಡಿಸಲಾಗಿದೆ. ಸ್ಪರ್ಧೆಯಲ್ಲಿ ಭಾಗವಹಿಸುವ ಯುವಕ/ಯುವತಿಯರು 15 ರಿಂದ 29 ವರ್ಷ ವಯೋಮಿತಿಯೊಳಗಿದ್ದು, ನೋಂದಣಿ ಸಮಯದಲ್ಲಿ ಆಧಾರ್ ಕಾರ್ಡ್/ಎಸ್.ಎಸ್.ಎಲ್.ಸಿ. ಅಂಕಪಟ್ಟಿ/ ಜನನ ಪ್ರಮಾಣ ಪತ್ರ ಇವುಗಳಲ್ಲಿ ಯಾವುದಾದೊಂದು ದಾಖಲೆಯನ್ನು ಕಡ್ಡಾಯವಾಗಿ ಸಲ್ಲಿಸಬೇಕು. [1174, 2237, 1414, 2281]
dateline-kkrdb: ಮುದಗಲ್,ಅ.5: [47, 463, 97, 473]
body-medals-col1: ಆಂದ್ರಪ್ರದೇಶದ ಗುಂಟೂರು ನಾಗಾರ್ಜುನ್ ಯೂನಿವರ್ಸಿಟಿಯಲ್ಲಿ ಸೆ. 23 ರಿಂದ 25ರವರೆಗೆ ಅಥ್ಲೆಟಿಕ್ಸ್ ಅಸೋಸಿಯೇಸನ್ಸ್ ವತಿಯಿಂದ ನಡೆದ 36ನೇ ಸೌತ್‌ಜ್ಹೋನ್ ಜೂನಿಯರ್ ಅಥ್ಲೆಟಿ- ಕ್ಸ್ ಚಾಂಪಿಯನ್ ಶಿಪ್-2025ರ ಕ್ರೀಡಾಕೂಟದಲ್ಲಿ ಶಿವಮೊಗ್ಗ ಜಿಲ್ಲೆಯ ಕ್ರೀಡಾಶಾಲೆ/ ವಸತಿ ನಿಲಯಗಳ ಕ್ರೀಡಾಪಟುಗಳು ಭಾಗವಹಿಸಿ ಪದಕಗಳನ್ನು ಗಳಿಸಿದ್ದಾರೆ. ಸಂಜಯ್ ಸುನೀಲ್ ಹಂಚಿನಮನೆ 60ಮೀ ಮಿಡ್ಲ್ ಪ್ರಥಮ, ರಿಲೇಯಲ್ಲಿ ದ್ವಿತೀಯ, ಶರತ್ ಕೆ.ಜೆ. 600 [918, 2054, 1163, 2110]
byline-rain: ಕನ್ನಡನಾಡು ವಾರ್ತೆ [918, 1070, 969, 1080]
photo-victim-1 [272, 804, 391, 925]
yellow-dot [32, 2365, 40, 2382]
yellow-dot [201, 2365, 209, 2382]
registration-marks-right-1 [938, 2365, 977, 2383]
body-soldiers-col2: ವರ್ಗಾಯಿಸಬೇಕು ಎಂದರು. ಉಪವಿಭಾಗಾಧಿಕಾರಿ ಕ್ಯಾಪ್ಟನ್ ಮಹೇಶ ಮಾಲಗಿತ್ತಿ ಮಾಜಿ ಸೈನಿಕರಾಗಿದ್ದು, ಉನ್ನತ ಹುದ್ದೆಯಲ್ಲಿದ್ದರೂ ಅವರಿಗೆ ಮಾಜಿ ಸೈನಿಕರ ಬಗ್ಗೆ ಕಿಂಚಿತ್ತೂ ಕಾಳಜಿ ಇಲ್ಲದಂತಾಗಿದೆ. ಅನೇಕ ಸಲ ತಿರುಗಾಡಿದರೂ ಪ್ರಯೋಜನವಾಗಿಲ್ಲ, ಮಾಜಿ ಸೈನಿಕರಿಗೆ ರಾಜ್ಯ, ಕೇಂದ್ರ ಸರ್ಕಾರಗಳು ಘೋಷಿತ ಸೌಲಭ್ಯಗಳಾದ ನಿವೇಶನ, ಭೂಮಿ ಮಂಜೂರಾತಿ ಸೇರಿದಂತೆ ಅನೇಕ ಯೋಜನೆಗಳ ಜಾರಿಗೆ ಹಿಂದೇಟು ಹಾಕುತ್ತಿದ್ದಾರೆ. ಮುಂದಿನ ದಿನಗಳಲ್ಲಿ ಜಿಲ್ಲಾಡಳಿತದ ವಿರುದ್ಧ ಹೋರಾಟ ಮಾಡಬೇಕಾಗುತ್ತದೆ ಎಂದರು. ಅಮರಚಂದ್ ಜೈನ್ ಮಾತನಾಡಿ, ನಮ್ಮ ತಂದೆ ಫೂಲ್ ಚಂದ್ ಜೈನ್ ಅವರು ತಾಲೂಕಿನ ಮೊದಲ ಸ್ವಾತಂತ್ರ್ಯ ಹೋರಾಟಗಾರರು. ನಾಲ್ಕು ಸಲ ಜೈಲು ಸೆರೆವಾಸ [940, 373, 1202, 457]
column-divider [908, 740, 909, 996]
dateline-graduates: ದಾವಣಗೆರೆ,ಅ.5: [21, 1488, 72, 1498]
body-kantara-col4: ಲಿಂಗ ಬೆಳಿಗ್ಗೆ ಪತ್ತೆಯಾಗಿರುವ ಬಗ್ಗೆ ಪೊಲೀಸ್ ಎಂದು ಮೂಲಗಳಿಂದ ತಿಳಿದು ಬಂದಿದೆ. ಘಟನಾ ಸ್ಥಳಕ್ಕೆ ಮಸ್ಕಿ ವೃತ್ತ ನಿರೀಕ್ಷಕ ಬಾಲಚಂದ್ರ ಲಕ್ಕಂ ಭೇಟಿ ನೀಡಿದ್ದು ಮಸ್ಕಿ ಪೊಲೀಸ್ ಠಾಣೆಯಲ್ಲಿ ಕುಟುಂಬಸ್ಥರು ನೀಡಿದ ದೂರಿನನ್ವಯ ಪ್ರಕರಣ ದಾಖಲಾಗಿದೆ. ಮೃತರ ಸುದ್ದಿ ಮುದಗಲ್ ಪಟ್ಟಣದಲ್ಲಿ ಕಾಡ್ಗಿಚ್ಚಿನಂತೆ ಹಬ್ಬಿದ್ದು ಸಾಮಾಜಿ- ಕ ಜಾಲತಾಣಗಳಲ್ಲಿ ಚರ್ಚೆಯಾಗುವುದರ ಜೊತೆಗೆ ಮೃತರ ಆಕ್ರಂದನ ಮುಗಿಲು ಮುಟ್ಟಿದೆ. [704, 807, 902, 879]
section-divider [22, 732, 1503, 733]
section-divider [22, 1871, 907, 1872]
body-survey-col2: ಎದುರಿಸಿ ಸಮೀಕ್ಷೆ ಪ್ರಗತಿಯತ್ತ ಸಾಗಿಸುತ್ತಿದ್ದಾರೆ. ಹಿಂದುಳಿದ ವರ್ಗದಜನರಿಗೆ ಸರಕಾರಿ ಸೌಲಭ್ಯಗಳು ಸರಿಯಾಗಿತಲುಪುತಿವೆಯೇಎಂಬುದನ್ನು ತಿಳಿಯಲು ಈ ಸಮೀಕ್ಷೆ ಸಹಕಾರಿಯಾಗಲಿದೆ. ಸಮೀಕ್ಷೆಯ ಸಮಗ್ರದತ್ತಾಂಶ ಮುಂದಿನ 20 ರಿಂದ 30 ವರ್ಷಗಳವರೆಗೆ ಸರ್ಕಾರದ ವಿವಿಧಅಭಿವೃದ್ಧಿ ಯೋಜನೆಗಳಿಗೆ ಮಾರ್ಗದರ್ಶಕವಾಗಲಿದೆ. ರಾಜ್ಯ ಸರ್ಕಾರಕಡಿಮೆಅವಧಿಯಲ್ಲಿಇಂತಹ ಮಹತ್ವದ ಸಮೀಕ್ಷೆಕೈಗೊಂಡಿರುವುದು ಶ್ಲಾಘನೀಯ- ಎಂದು ಹೇಳಿದರು. ಸಭೆಯಲ್ಲಿ ಜಿಲ್ಲಾಧಿಕಾರಿ ಶುಭಕಲ್ಯಾಣ್, ಜಿಲ್ಲಾ ಪಂಚಾಯತ್ ಮುಖ್ಯ ಕಾರ್ಯನಿರ್ವಹಣಾಧಿಕಾರಿ ಜಿ. ಪ್ರಭು, ಅಪರ ಜಿಲ್ಲಾಧಿಕಾರಿ ಡಾ: ಎನ್ ತಿಪ್ಪೇಸ್ವಾಮಿ, ಹಿಂದುಳಿದ ವರ್ಗಗಳ ಕಲ್ಯಾಣ ಇಲಾಖೆಯ ಜಿಲ್ಲಾ ಅಧಿಕಾರಿ ಈರಣ್ಣ ಆಶಾಪುರ್ ಸೇರಿದಂತೆ ಮತ್ತಿತರ ಅಧಿಕಾ- ರಿಗಳು ಉಪಸ್ಥಿತರಿದ್ದರು. ಇದಕ್ಕೂ ಮುನ್ನ ನಗರ ವ್ಯಾಪ್ತಿಯಯಲ್ಲಾಪುರ, ಅಂತರ ಸನಹಳ್ಳಿಯಲ್ಲಿ ನಡೆಯುತ್ತಿರುವ ಸಮೀಕ್ಷಾ ಕಾರ್ಯ ಸ್ಥಳಕ್ಕೆ ಭೇಟಿ ನೀಡಿ ಸದಸ್ಯರು ಪರಿಶೀಲಿಸಿದರು. [1191, 780, 1452, 889]
registration-marks-left [14, 2365, 53, 2383]
byline-medals: ಕನ್ನಡನಾಡು ವಾರ್ತೆ [918, 2029, 969, 2039]
paper-name: ಕನ್ನಡ ನಾಡು [732, 87, 781, 101]
column-divider [650, 114, 651, 470]
body-kantara-col1: ಪಟ್ಟಣದ ನಾಲ್ಕು ಜನ ಯುವಕರು ಶನಿವಾರ ಮುದಗಲ್ ಮಾರುಕಟ್ಟೆ ಬಂದ್ ಇದ್ದುದ- ರಿಂದ ಸಮೀಪದ ಮಸ್ಕಿ ಪಟ್ಟಣದ ಚಿತ್ರಮಂದಿರದಲ್ಲಿ ಇತ್ತೀಚಿಗೆ ತೆರಕಂಡ ಬಹುನಿರೀಕ್ಷಿತ ಚಿತ್ರ ಕಾಂತಾರ ಚಾಪ್ಟರ್ 1 ವೀಕ್ಷಣೆಗೆಂದು ತೆರಳಿದ್ದ ನಾಲ್ಕು ಜನ ಯುವಕರು ಟಿಕೆಟ್ ಸಿಗದೇ ಇದ್ದುದ- ರಿಂದ ಮಸ್ಕಿ ಯ ಮುಖ್ಯ ಕಾಲುವೆಗೆ ಈಜಲು ತೆರಳಿ 2 ನೀರಿನ ರಭಸಕ್ಕೆ ಕೊಚ್ಚಿ ಹೋಗಿರುವ ಘಟನೆ ಮಸ್ಕಿ ಪೊಲೀಸ್ [22, 833, 262, 892]
cyan-dot [1150, 2365, 1158, 2382]
body-kantara-col3: (33) ಹಾಗೂ ಯಲ್ಲಾ ಲಿಂಗ ತಂ. ಈರಣ್ಣ (31) ಎಂದು ಮೃತರನ್ನು ಗುರುತಿಸಲಾಗಿದೆ. ಮಧ್ಯಾಹ್ನ ಸಿನಿಮಾ ನೋಡಲು ತೆರಳಿದ್ದ ಯುವಕರಿಗೆ ಟಿಕೆಟ್ ಸಿಗದೆ ಇದ್ದುದರಿಂದ ಊಟ ಮಾಡಲು ತೆರಳಿದ್ದು ಪಕ್ಕದಲ್ಲಿದ್ದ ಕಾಲುವೆಗೆ ಈಜಲು ಇಳಿದಿದ್ದಾರೆ. ನೀರಿನ ರಭಸಕ್ಕೆ ಇಬ್ಬರು ಕೊಚ್ಚಿಹೋಗಿದ್ದು ಕವಿತಾಳ ಪಟ್ಟಣದ ಹತ್ತಿರ ವಿತರಣಾ ಕಾಲುವೆಯಲ್ಲಿ ಇಬ್ಬರ ಮೃತದೇಹಗಳು ರವಿವಾರ [526, 807, 693, 879]
body-survey-col1: ಜಿಲ್ಲೆಯಲ್ಲಿ ನಡೆಯುತ್ತಿರುವ ಸಾಮಾಜಿಕ- ಶೈಕಣಿಕ ಸಮೀಕ್ಷೆ ಶೇ.70ರಷ್ಟು ಪೂರ್ಣಗೊಂಡಿದ್ದು, ಸಮೀಕ್ಷೆ ಪ್ರಕ್ರಿಯೆಯ ಅಧಿಕಾರಿ,ಸಿಬ್ಬಂದಿಯ ಕಾರ್ಯವೈಖರಿ ಬಗ್ಗೆ ಕರ್ನಾಟಕರಾಜ್ಯ ಹಿಂದುಳಿದ ವರ್ಗಗಳ ಆಯೋಗದ ಸದಸ್ಯಜಿ.ಎನ್. ಶ್ರೀಕಂಠಯ್ಯ ಅವರು ಪ್ರಶಂಸೆ ವ್ಯಕ್ತಪಡಿಸಿದ್ದಾರೆ. ಶನಿವಾರ ಜಿಲ್ಲಾಧಿಕಾರಿ ಕಚೇರಿಯ ಕೇಸ್ವಾನ್ ಸಭಾಂಗಣದಲ್ಲಿ ನಡೆದ ಸಾಮಾಜಿಕ-ಶೈಕ್ಷಣಿಕ ಸಮೀಕ್ಷೆಯ ಪ್ರಗತಿ ಪರಿಶೀಲನಾ ಸಭೆಯಲ್ಲಿ ಸಮೀಕ್ಷೆಯ ಅಂಕಿ ಅಂಶಗಳನ್ನು ಅವಲೋಕಿಸಿ ಮಾತನಾಡಿದಅವರು, ಜಿಲ್ಲೆಯಲ್ಲಿ ಒಟ್ಟು 7,55,483 ಮನೆಗಳಿದ್ದು, ಈಗಾಗಲೇ 5,23,091 ಮನೆಗಳ ಸಮೀಕ್ಷೆ ಪೂರ್ಣಗೊಂಡಿದೆ. ಉಳಿದ ಮನೆಗಳ ಸಮೀಕ್ಷಾಕಾರ್ಯಅಕ್ಟೋಬರ್ 7ರೊಳಗೆ ಪೂರ್ಣಗೊಳಿಸಬೇಕು ಎಂದು ಅಧಿಕಾ- ರಿಗಳಿಗೆ ಸೂಚನೆ ನೀಡಿದರು. ಸಮೀಕ್ಷೆ ವೇಳೆ ಸಣ್ಣಪುಟ್ಟ ಅಡೆತಡೆಗಳು ಎದುರಾದರೂ, ಅಧಿಕಾ- ರಿಗಳು ಹಾಗೂ ಗಣತಿದಾರರುಅದನ್ನು ಸಮರ್ಥವಾಗಿ [918, 804, 1180, 913]
headline-kantara: ಕಾಂತಾರ ಸಿನೆಮಾ ನೋಡಲು ಹೋದವರು ಮಸಣಕ್ಕೆ [22, 751, 628, 794]
headline-application: ಅರ್ಜಿ ಆಹ್ವಾನ; ಅವಧಿ ವಿಸ್ತರಣೆ [918, 1601, 1223, 1634]
byline-graduates-visible: ಕನ್ನಡನಾಡು ವಾರ್ತೆ [21, 1476, 72, 1486]
issue-date: ಸೋಮವಾರ 06 ಅಕ್ಟೋಬರ್ 2025 [10, 89, 104, 97]
registration-marks-right-2 [1150, 2365, 1189, 2383]
magenta-dot [947, 2365, 954, 2382]
headline-kkrdb: ಕೆ.ಕೆ.ಆರ್.ಡಿ.ಬಿ ಮೂಲಕ ಹೆಚ್ಚಿನ ಅನುದಾನಕ್ಕೆ ಆದ್ಯತೆ [8, 126, 406, 152]
body-kkrdb-col2: ಕಾಮಗಾರಿಗೆ ಮಾಜಿ ಶಾಸಕ ಡಿ ಎಸ್ ಹೂಲಿಗೇರಿ ಅವರೊಂದಿಗೆ ಜಂಟಿಯಾಗಿ ಭೂಮಿ ಪೂಜೆಯನ್ನು ನೆರವೇರಿಸಿ ಮಾತನಾಡಿದರು. ಲಿಂಗಸುಗೂರು ಗ್ರಾಮೀಣ ಭಾಗಗಳಲ್ಲಿ ಮೂಲಭೂತ ಸೌಕರ್ಯಗಳಾದ ರಸ್ತೆ, ಕುಡಿಯುವ ನೀರು, ಶಿಕ್ಷಣ- ಕ್ಕೆ ಹೆಚ್ಚಿನ ಆದ್ಯತೆ ನೀಡುವ ಮೂಲಕ ಲಿಂಗಸುಗೂರು ವಿಧಾನಸಭಾ ಕ್ಷೇತ್ರಕ್ಕೆ ಕಲ್ಯಾಣ ಕರ್ನಾಟಕ ಪ್ರದೇಶ ಅಭಿವೃದ್ಧಿ ಮಂಡಳಿಯಿಂದ ಹೆಚ್ಚಿದ ಅನುದಾನವನ್ನು ತಂದು ತಾಲೂಕಿನ ಸರ್ವಾಂಗೀಣ ಅಭಿವೃದ್ಧಿಗಾಗಿ ಪ್ರಾಮಾಣಿಕವಾಗಿ ಪ್ರಯತ್ನಿಸುತ್ತೇನೆ ಎಂದರು. ಮಸ್ಕಿ ಕ್ಷೇತ್ರದ ಶಾಸಕ ಆರ್ ಬಸನಗೌಡ ತುರುವಿಹಾಳ ಮಾತನಾಡಿ [245, 451, 431, 548]
photo-press-meet [21, 1113, 668, 1462]
body-kkrdb-col1: ಕಲ್ಯಾಣ ಪಥ ಯೋಜನೆಯನ್ನು ಅನು ಷ್ಠಾನಗೊಳಿಸುವ ಮೂಲಕ ಲಿಂಗಸಗೂರು ತಾಲೂಕಿನಾದ್ಯಂತೆ ಇರುವ ಗ್ರಾಮೀಣ ರಸ್ತೆ ಸ್ಥಧಾರಣೆ ಗೆ ಕ್ರಮ ಕೈಗೊಳ್ಳಲಾಗುವುದು ಎಂದು ರಾಯಚೂರು ಯಾದಗಿ- ರಿಯ ಲೋಕಸಭಾ ಕ್ಷೇತ್ರದ ಸಂಸದ ಜಿ.ಕುಮಾರ್ ನಾಯಕ್ ರವಿವಾರ ಅಭಿಪ್ರಾಯ ಪಟ್ಟರು. ಮುದಗಲ್ ಸಮೀಪದ ಪೈಗಂಬರ್ ನಗರದಿಂದ ಜಕ್ಕೇರುಮಡು ಗ್ರಾಮದವರೆಗೆ ಕೆ.ಕೆ. ಆರ್.ಡಿ.ಬಿ ಯ ಮ್ಯಾಕ್ರೋ ಯೋಜನೆ ಅಡಿಯಲ್ಲಿ ಸುಮಾರು 74.32 ಲಕ್ಷ ರೂಪಾಯಿ ಮೊತ್ತದ ಬಿ ಟಿ ರಸ್ತೆ [47, 476, 234, 560]
masthead-rule-top [67, 81, 1388, 83]
photo-soldiers-meeting [668, 170, 1203, 360]
body-rabies-col3: ವಹಿಸದೆ ತಕ್ಷಣವೇ 15 ನಿಮಿಷಗಳವರೆಗೆ ಹರಿಯುವ ನೀರಿನಲ್ಲಿ ಸಾಬೂನಿನಿಂದ ಗಾಯ ತೊಳೆದು ಸಮೀಪದ ಆಸ್ಪತ್ರೆಗೆ ಭೇಟಿ ನೀಡಿ ಲಸಿಕೆ ಪಡೆದುಕೊಳ್ಳಬೇಕೆಂದು ಹೇಳಿದರು. ಮುಂದುವರೆದು ಸಾಮಾನ್ಯವಾಗಿ ರೇಬಿಸ್ ಸೋಂಕು ಹೊಂದಿದ ಪ್ರಾಣಿಗಳಲ್ಲಿ ನಾಯಿಗಳಿಂದ 97% ರಷ್ಟು, ಬೆಕ್ಕುಗಳಿಂದ 2% ಹಾಗೂ ಇತರೇ ಪ್ರಾಣಿಗಳಿಂದ 1%ರಷ್ಟು ರೋಗ ಹರಡುವ ಸಾಧ್ಯತೆಯಿದೆ. ಇವುಗಳ ಕಡಿತದಿಂದ, ಪರಚುವಿಕೆಯಿಂದ ತೆರೆದ ಚರ್ಮದಮೇಲೆನೆಕ್ಕುವಿಕೆಯಿಂದ,ಜೊಲ್ಲಿನ [450, 2236, 669, 2308]
body-graduates-col3: ಸಂಪ್ಯೆಗೆ ಕರೆ ಮಾಡಬಹುದಾಗಿದೆ ಎಂದರು. ಸಾಮಾಜಿಕ ಹಾಗೂ ಶೈಕ್ಷಣಿಕ ಸಮೀಕ್ಷೆಯಲ್ಲಿ ಶೇ 75 ರಷ್ಟು ಪ್ರಗತಿ; ಹಿಂದುಳಿದ ವರ್ಗಗಳ ಆಯೋಗದಿಂದ ನಡೆಸಲಾಗುತ್ತಿರುವ ಸಾಮಾಜಿಕ ಮತ್ತು ಶೈಕ್ಷಣಿಕ ಸಮೀಕ್ಷೆಯು ಜಿಲ್ಲೆಯಲ್ಲಿ ಶೇ 75 ರಷ್ಟು ಪ್ರಗತಿಯಾಗಿದೆ. ಗುರಿಯಂತೆ ಸಮೀಕ್ಷೆ ಮುಗಿಸಲಾಗುತ್ತದೆ. ಬಿಟ್ಟು ಹೋಗಿದ್ದ ಮನೆಗಳ ಯುಹೆಚ್ಐಡಿ ಸುಮಾರು 20 ಸಾವಿರ ಹೊಸದಾಗಿ ನೀಡಲಾಗಿದೆ, ಈ ಮನೆಗಳ ಸಮೀಕ್ಷೆಯನ್ನು ಕೈಗೊಳ್ಳ ಲಾಗುತ್ತದೆ ಎಂದರು. ಸಮೀಕ್ಷೆಗಾಗಿ 4462 ಗಣತಿದಾರರನ್ನು ನೇಮಕ ಮಾಡಿದ್ದು 500 ಕ್ಕೂ ಹೆಚ್ಚು ಮೇಲ್ವಿಚಾರಕರು ಕೆಲಸ ಮಾಡುತ್ತಿದ್ದಾರೆ. ಜಿಲ್ಲೆಯಲ್ಲಿ 4.76 ಲಕ್ಷ ಮನೆಗಳಿದ್ದು ಈಗಾಗಲೇ 3.51 ಲಕ್ಷ ಮನೆಗಳ ಸಮೀಕ್ಷೆ ಮುಗಿಸಲಾಗಿದೆ. ಸಮೀಕ್ಷೆಯ ಮಾಹಿತಿಯು [455, 1476, 667, 1585]
registration-marks-center [184, 2365, 223, 2383]
